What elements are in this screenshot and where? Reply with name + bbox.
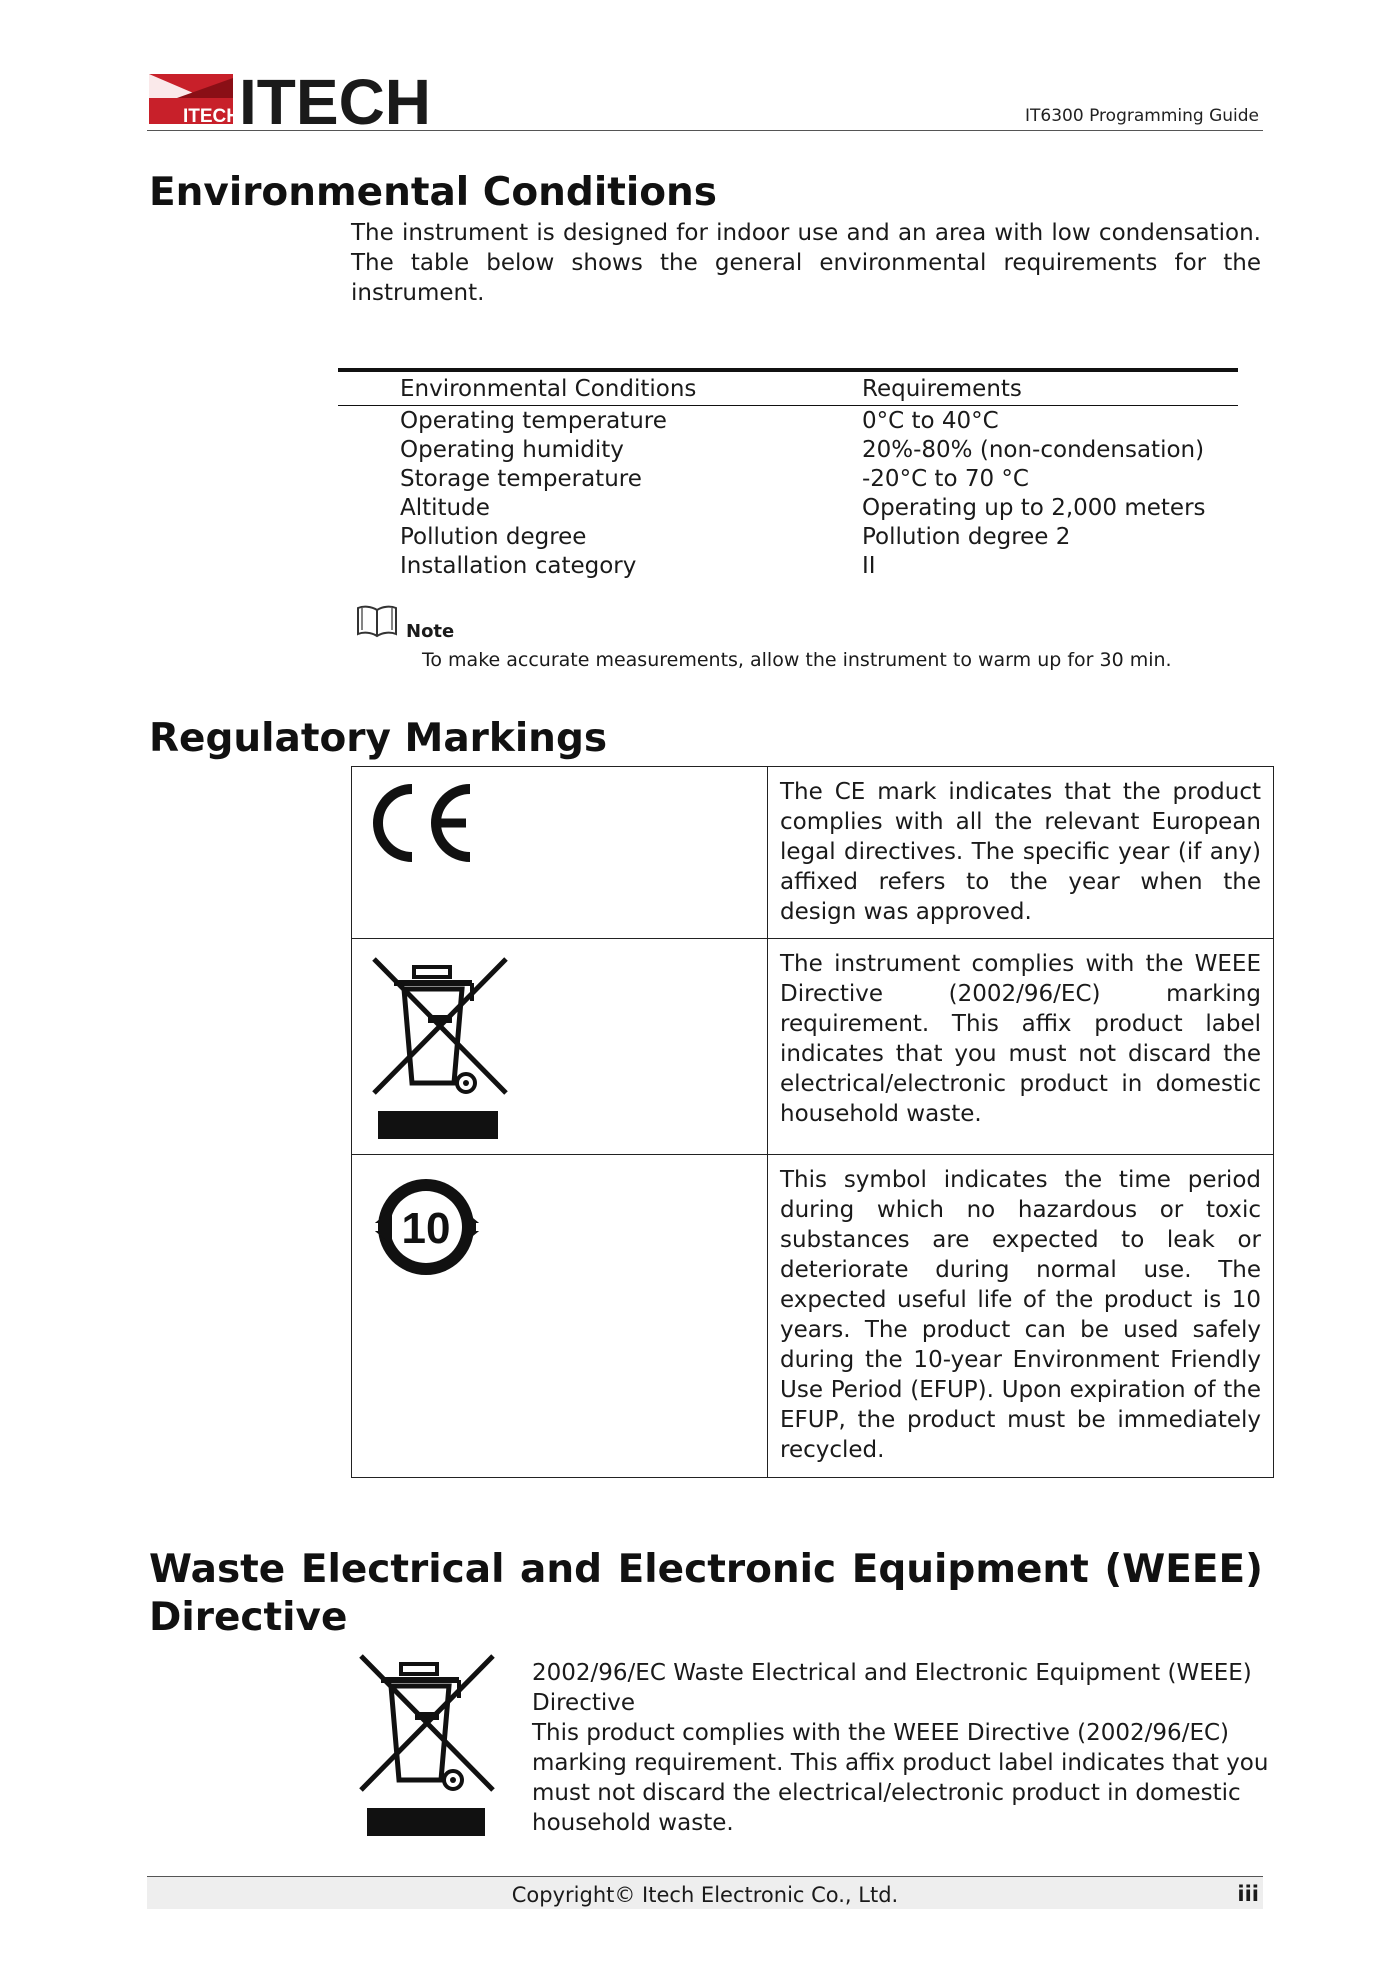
environmental-heading: Environmental Conditions — [149, 170, 717, 215]
page-footer — [147, 1876, 1263, 1909]
itech-logo — [147, 68, 467, 128]
svg-text:ITECH: ITECH — [183, 106, 240, 127]
weee-bin-icon — [368, 953, 518, 1143]
weee-directive-title: 2002/96/EC Waste Electrical and Electronic Equipment (WEEE) Directive — [532, 1660, 1252, 1716]
ce-mark-icon — [366, 779, 476, 869]
weee-bin-icon — [355, 1650, 505, 1840]
condition-cell: Pollution degree — [400, 523, 587, 550]
table-row — [338, 551, 1238, 580]
table-row — [338, 406, 1238, 435]
column-header-requirements: Requirements — [862, 375, 1022, 402]
table-row — [352, 767, 1273, 939]
condition-cell: Operating temperature — [400, 407, 667, 434]
symbol-cell — [352, 767, 768, 938]
svg-text:10: 10 — [401, 1204, 451, 1253]
efup-10-icon — [366, 1169, 492, 1285]
table-row — [338, 493, 1238, 522]
symbol-cell — [352, 1155, 768, 1477]
column-header-conditions: Environmental Conditions — [400, 375, 697, 402]
condition-cell: Installation category — [400, 552, 637, 579]
page-header — [147, 68, 1263, 131]
condition-cell: Storage temperature — [400, 465, 642, 492]
note-label: Note — [406, 621, 455, 642]
table-row — [338, 435, 1238, 464]
logo-wordmark: ITECH — [239, 68, 431, 128]
table-header-row — [338, 372, 1238, 406]
requirement-cell: 20%-80% (non-condensation) — [862, 436, 1205, 463]
requirement-cell: 0°C to 40°C — [862, 407, 999, 434]
environmental-intro: The instrument is designed for indoor use and an area with low condensation. The table below shows the general environmental requirements for the instrument. — [351, 220, 1261, 306]
condition-cell: Operating humidity — [400, 436, 624, 463]
weee-directive-text: This product complies with the WEEE Directive (2002/96/EC) marking requirement. This affix product label indicates that you must not discard the electrical/electronic product in domestic household waste. — [532, 1720, 1269, 1836]
marking-description: The CE mark indicates that the product complies with all the relevant European legal directives. The specific year (if any) affixed refers to the year when the design was approved. — [780, 779, 1261, 925]
page-number: iii — [1237, 1882, 1259, 1906]
table-row — [338, 464, 1238, 493]
marking-description: The instrument complies with the WEEE Directive (2002/96/EC) marking requirement. This affix product label indicates that you must not discard the electrical/electronic product in domestic household waste. — [780, 951, 1261, 1127]
table-row — [352, 1155, 1273, 1477]
condition-cell: Altitude — [400, 494, 490, 521]
requirement-cell: Pollution degree 2 — [862, 523, 1071, 550]
copyright-text: Copyright© Itech Electronic Co., Ltd. — [511, 1883, 899, 1907]
note-text: To make accurate measurements, allow the instrument to warm up for 30 min. — [422, 649, 1172, 671]
requirement-cell: -20°C to 70 °C — [862, 465, 1029, 492]
marking-description: This symbol indicates the time period during which no hazardous or toxic substances are expected to leak or deteriorate during normal use. The expected useful life of the product is 10 years. The product can be used safely during the 10-year Environment Friendly Use Period (EFUP). Upon expiration of the EFUP, the product must be immediately recycled. — [780, 1167, 1261, 1463]
book-icon — [355, 604, 399, 638]
regulatory-markings-table — [351, 766, 1274, 1478]
requirement-cell: II — [862, 552, 876, 579]
guide-title: IT6300 Programming Guide — [1025, 106, 1259, 126]
environmental-table — [338, 368, 1238, 580]
requirement-cell: Operating up to 2,000 meters — [862, 494, 1206, 521]
weee-heading: Waste Electrical and Electronic Equipment (WEEE) Directive — [149, 1547, 1263, 1640]
table-row — [352, 939, 1273, 1155]
regulatory-heading: Regulatory Markings — [149, 716, 608, 761]
table-row — [338, 522, 1238, 551]
symbol-cell — [352, 939, 768, 1154]
